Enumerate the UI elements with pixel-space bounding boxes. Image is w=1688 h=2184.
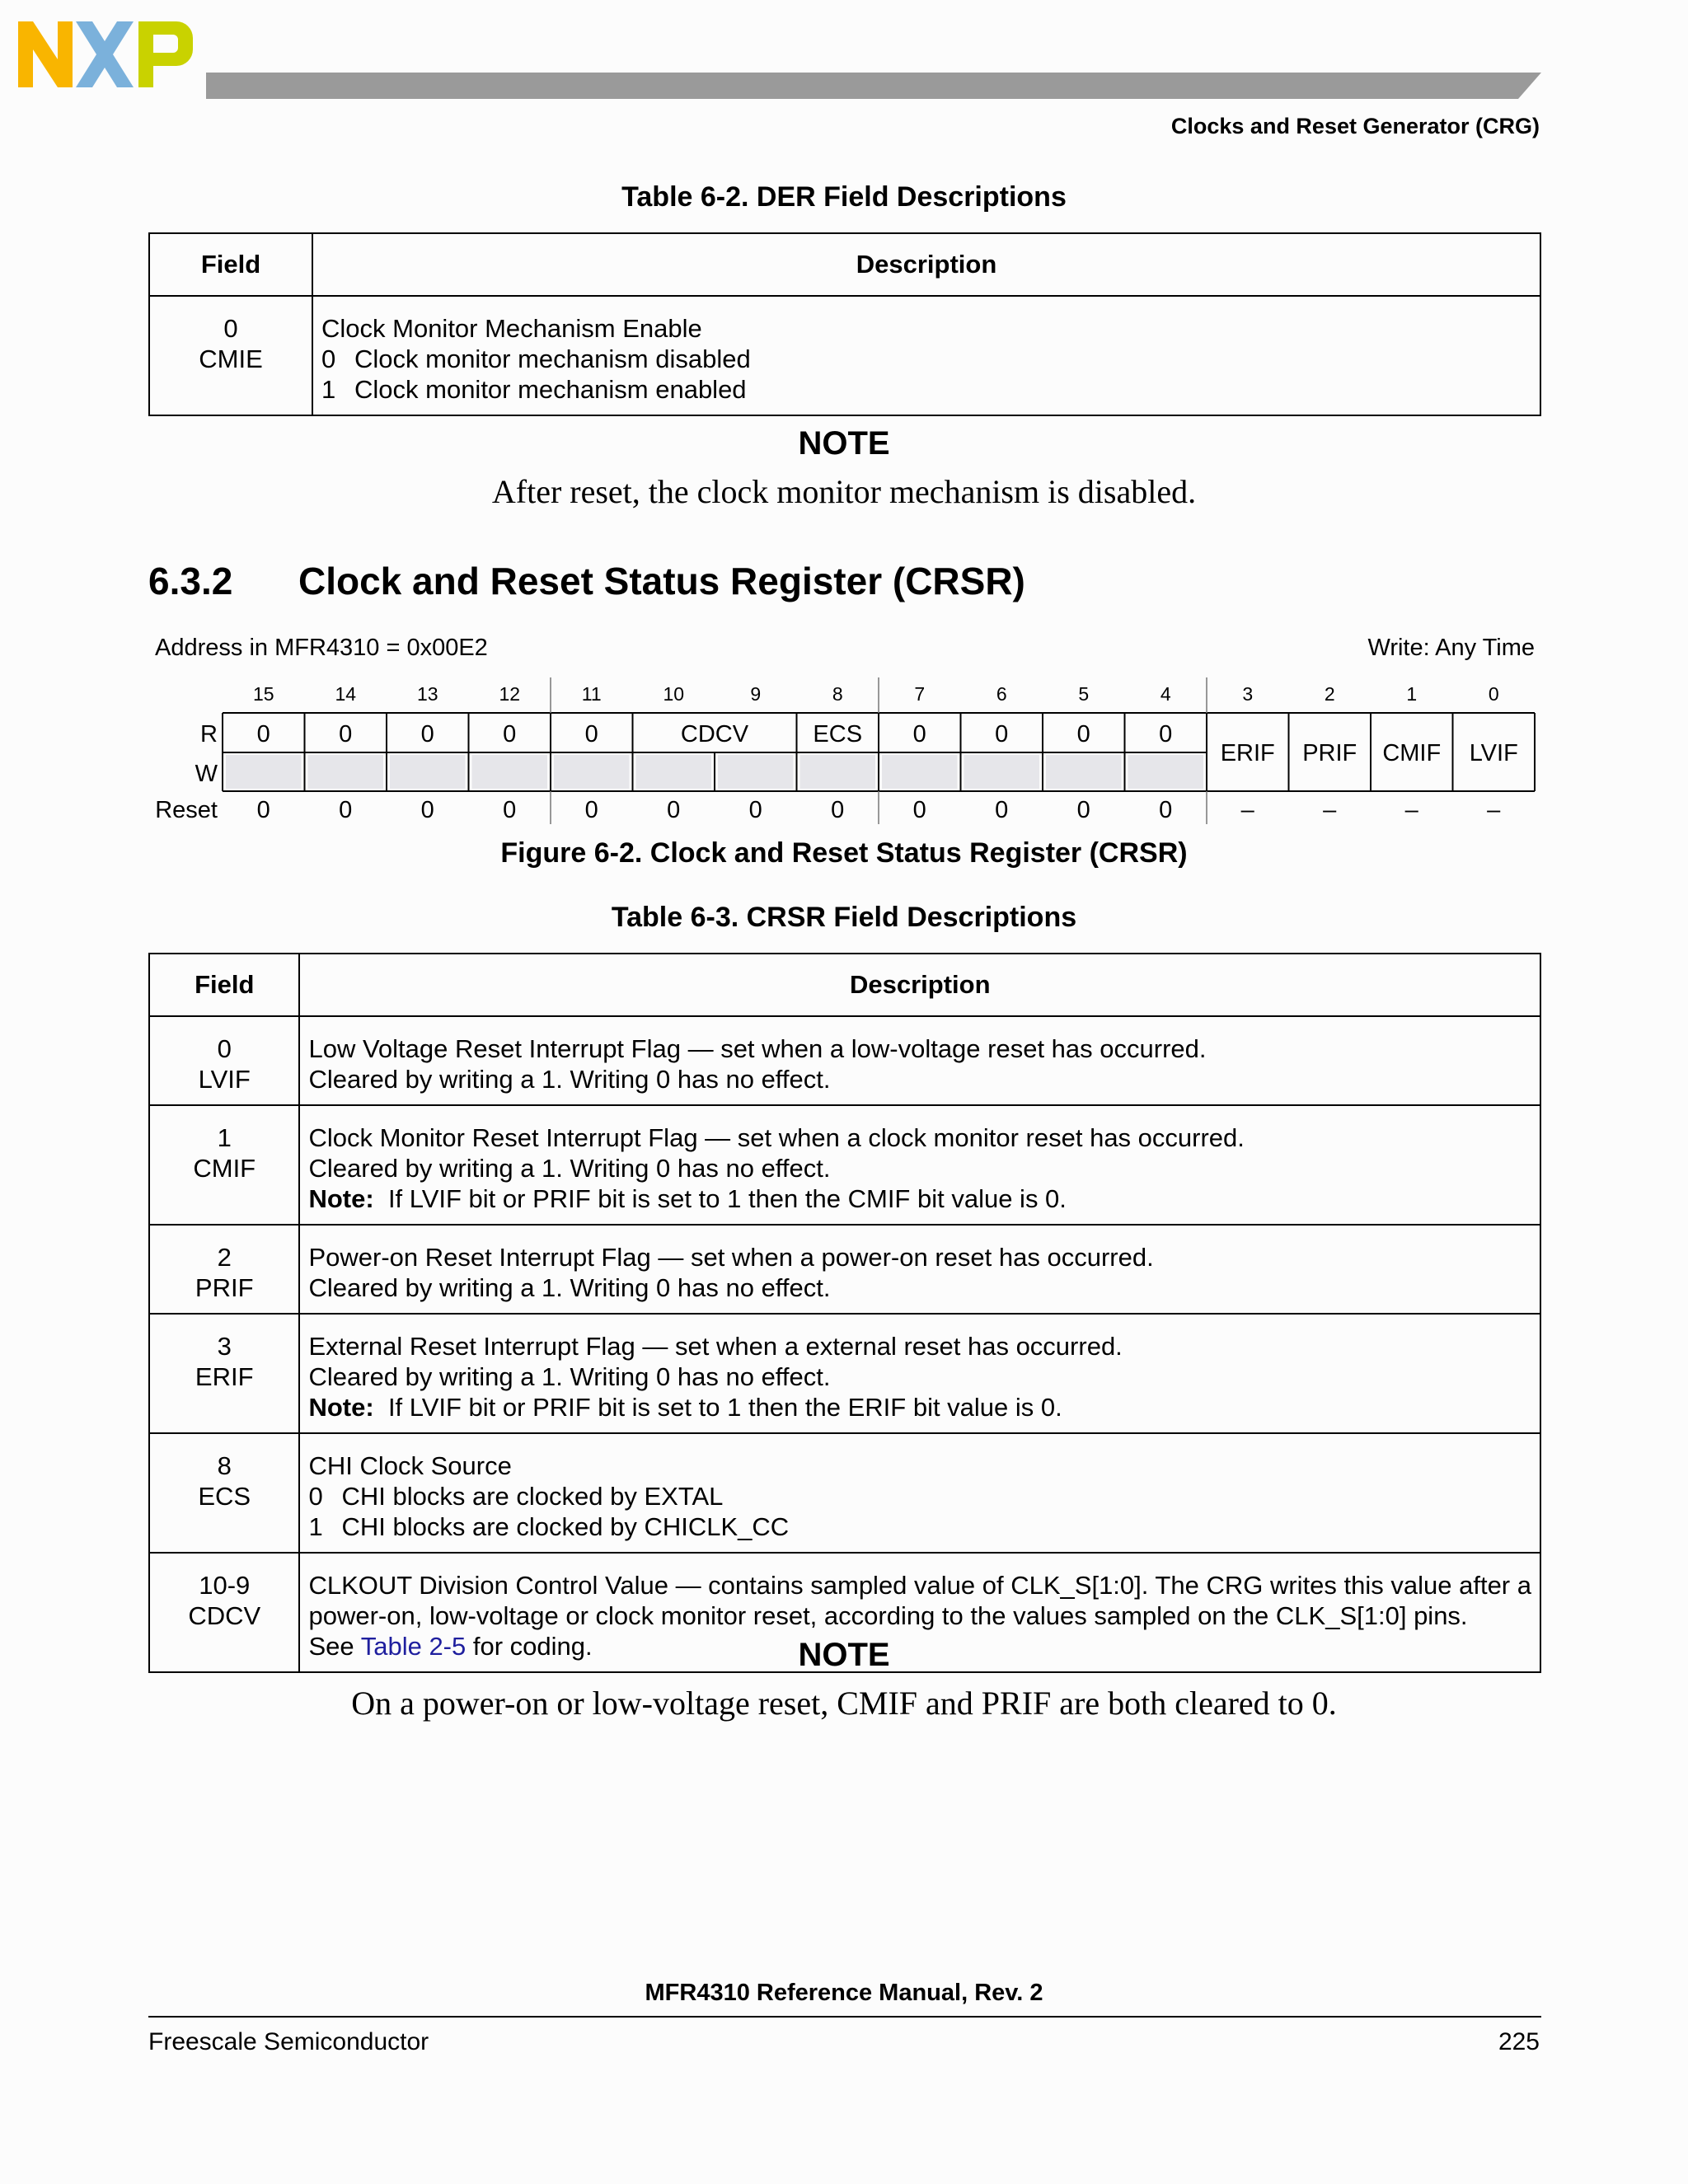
description-text: Cleared by writing a 1. Writing 0 has no effect. bbox=[308, 1065, 831, 1094]
field-name: CMIF bbox=[193, 1154, 256, 1183]
field-cell bbox=[149, 296, 312, 415]
write-cell bbox=[964, 755, 1040, 789]
table-6-2-caption: Table 6-2. DER Field Descriptions bbox=[621, 181, 1067, 213]
bit-number: 1 bbox=[1406, 683, 1418, 705]
reset-value: 0 bbox=[420, 797, 434, 823]
field-bit: 10-9 bbox=[199, 1571, 251, 1600]
description-cell bbox=[312, 296, 1540, 415]
note-title: NOTE bbox=[798, 425, 890, 462]
description-line bbox=[308, 1601, 1531, 1631]
reset-value: 0 bbox=[256, 797, 270, 823]
description-text: power-on, low-voltage or clock monitor reset, according to the values sampled on the CLK_S[1:0] pins. bbox=[308, 1601, 1468, 1630]
description-text: Cleared by writing a 1. Writing 0 has no effect. bbox=[308, 1154, 831, 1183]
description-text: Clock monitor mechanism enabled bbox=[354, 375, 747, 404]
table-row bbox=[149, 1105, 1540, 1225]
section-title: Clock and Reset Status Register (CRSR) bbox=[298, 560, 1025, 602]
option-value: 0 bbox=[308, 1482, 323, 1511]
write-cell bbox=[226, 755, 302, 789]
field-cell bbox=[149, 1225, 299, 1314]
field-bit: 2 bbox=[217, 1243, 232, 1272]
description-text: Clock monitor mechanism disabled bbox=[354, 344, 751, 373]
write-cell bbox=[636, 755, 712, 789]
description-text: CHI blocks are clocked by EXTAL bbox=[341, 1482, 724, 1511]
description-text: CHI Clock Source bbox=[308, 1451, 512, 1480]
description-text: Clock Monitor Reset Interrupt Flag — set when a clock monitor reset has occurred. bbox=[308, 1123, 1245, 1152]
read-field-label: ECS bbox=[813, 721, 863, 748]
description-text: for coding. bbox=[472, 1632, 593, 1661]
bit-number: 6 bbox=[996, 683, 1007, 705]
description-column-header: Description bbox=[312, 233, 1540, 296]
description-cell bbox=[299, 1105, 1540, 1225]
read-row-label: R bbox=[200, 721, 218, 748]
read-field-label: 0 bbox=[1076, 721, 1090, 748]
write-cell bbox=[308, 755, 384, 789]
table-row bbox=[149, 1314, 1540, 1433]
reset-value: 0 bbox=[1159, 797, 1173, 823]
field-bit: 3 bbox=[217, 1332, 232, 1361]
field-cell bbox=[149, 1105, 299, 1225]
field-cell bbox=[149, 1314, 299, 1433]
bit-number: 10 bbox=[663, 683, 685, 705]
description-text: Cleared by writing a 1. Writing 0 has no effect. bbox=[308, 1362, 831, 1391]
description-line bbox=[308, 1183, 1531, 1214]
description-cell bbox=[299, 1314, 1540, 1433]
reset-value: 0 bbox=[748, 797, 762, 823]
field-bit: 8 bbox=[217, 1451, 232, 1480]
register-write-access: Write: Any Time bbox=[1367, 635, 1535, 661]
read-field-label: 0 bbox=[420, 721, 434, 748]
bit-number: 14 bbox=[335, 683, 357, 705]
bit-number: 15 bbox=[252, 683, 274, 705]
description-line bbox=[308, 1570, 1531, 1601]
read-field-label: 0 bbox=[503, 721, 517, 748]
description-line bbox=[308, 1033, 1531, 1064]
description-text: CHI blocks are clocked by CHICLK_CC bbox=[341, 1512, 790, 1541]
description-cell bbox=[299, 1433, 1540, 1553]
description-text: See bbox=[308, 1632, 354, 1661]
field-name: PRIF bbox=[195, 1273, 254, 1302]
write-cell bbox=[472, 755, 548, 789]
field-bit: 1 bbox=[217, 1123, 232, 1152]
description-cell bbox=[299, 1225, 1540, 1314]
reset-value: 0 bbox=[1076, 797, 1090, 823]
description-line bbox=[308, 1272, 1531, 1303]
bit-number: 11 bbox=[581, 683, 602, 705]
bit-number: 3 bbox=[1242, 683, 1254, 705]
bit-number: 9 bbox=[750, 683, 762, 705]
description-line bbox=[308, 1331, 1531, 1361]
field-name: ERIF bbox=[195, 1362, 254, 1391]
reset-value: – bbox=[1323, 797, 1337, 823]
bit-number: 4 bbox=[1160, 683, 1171, 705]
write-cell bbox=[1128, 755, 1204, 789]
page-number: 225 bbox=[1498, 2028, 1540, 2055]
write-cell bbox=[390, 755, 466, 789]
option-value: 1 bbox=[308, 1512, 323, 1541]
figure-6-2-caption: Figure 6-2. Clock and Reset Status Register (CRSR) bbox=[500, 837, 1188, 869]
running-title: Clocks and Reset Generator (CRG) bbox=[1170, 114, 1540, 138]
bit-number: 8 bbox=[832, 683, 843, 705]
reset-value: 0 bbox=[831, 797, 845, 823]
description-text: Cleared by writing a 1. Writing 0 has no effect. bbox=[308, 1273, 831, 1302]
description-line bbox=[308, 1392, 1531, 1422]
bit-number: 0 bbox=[1488, 683, 1499, 705]
table-row bbox=[149, 1225, 1540, 1314]
option-value: 1 bbox=[321, 375, 336, 404]
description-column-header: Description bbox=[299, 954, 1540, 1016]
read-field-label: 0 bbox=[256, 721, 270, 748]
description-line bbox=[321, 313, 1531, 344]
note-text: After reset, the clock monitor mechanism is disabled. bbox=[491, 473, 1197, 510]
description-text: CLKOUT Division Control Value — contains sampled value of CLK_S[1:0]. The CRG writes this value after a bbox=[308, 1571, 1531, 1600]
description-line bbox=[308, 1481, 1531, 1511]
table-6-3 bbox=[148, 953, 1541, 1673]
table-2-5-link[interactable]: Table 2-5 bbox=[360, 1632, 467, 1661]
reset-value: 0 bbox=[912, 797, 926, 823]
bit-number: 7 bbox=[914, 683, 926, 705]
bit-number: 2 bbox=[1324, 683, 1335, 705]
reset-value: 0 bbox=[339, 797, 353, 823]
table-6-2 bbox=[148, 232, 1541, 416]
reset-value: 0 bbox=[503, 797, 517, 823]
nxp-logo bbox=[18, 21, 193, 87]
bit-number: 12 bbox=[499, 683, 521, 705]
read-field-label: ERIF bbox=[1220, 740, 1275, 766]
description-text: Clock Monitor Mechanism Enable bbox=[321, 314, 702, 343]
register-diagram bbox=[148, 626, 1541, 824]
description-text: Low Voltage Reset Interrupt Flag — set when a low-voltage reset has occurred. bbox=[308, 1034, 1207, 1063]
bit-number: 5 bbox=[1078, 683, 1090, 705]
register-address: Address in MFR4310 = 0x00E2 bbox=[155, 635, 488, 661]
description-line bbox=[308, 1451, 1531, 1481]
description-line bbox=[321, 374, 1531, 405]
field-column-header: Field bbox=[149, 233, 312, 296]
reset-value: – bbox=[1240, 797, 1254, 823]
write-cell bbox=[554, 755, 630, 789]
read-field-label: 0 bbox=[995, 721, 1009, 748]
field-cell bbox=[149, 1433, 299, 1553]
reset-value: 0 bbox=[995, 797, 1009, 823]
reset-value: – bbox=[1487, 797, 1501, 823]
note-label: Note: bbox=[308, 1184, 374, 1213]
write-row-label: W bbox=[195, 761, 218, 787]
read-field-label: 0 bbox=[584, 721, 598, 748]
section-number: 6.3.2 bbox=[148, 560, 233, 602]
description-line bbox=[308, 1511, 1531, 1542]
footer-title: MFR4310 Reference Manual, Rev. 2 bbox=[645, 1980, 1043, 2006]
read-field-label: 0 bbox=[912, 721, 926, 748]
read-field-label: 0 bbox=[1159, 721, 1173, 748]
reset-value: – bbox=[1404, 797, 1418, 823]
write-cell bbox=[800, 755, 876, 789]
table-6-3-caption: Table 6-3. CRSR Field Descriptions bbox=[611, 902, 1077, 933]
read-field-label: CDCV bbox=[680, 721, 749, 748]
description-line bbox=[308, 1064, 1531, 1094]
description-line bbox=[308, 1153, 1531, 1183]
description-line bbox=[308, 1242, 1531, 1272]
read-field-label: 0 bbox=[339, 721, 353, 748]
field-cell bbox=[149, 1016, 299, 1105]
note-label: Note: bbox=[308, 1393, 374, 1422]
description-cell bbox=[299, 1016, 1540, 1105]
field-bit: 0 bbox=[223, 314, 238, 343]
write-cell bbox=[718, 755, 794, 789]
description-line bbox=[321, 344, 1531, 374]
note-title-2: NOTE bbox=[798, 1637, 890, 1673]
table-header-row bbox=[149, 954, 1540, 1016]
option-value: 0 bbox=[321, 344, 336, 373]
footer-rule bbox=[148, 2016, 1541, 2018]
write-cell bbox=[1046, 755, 1122, 789]
description-text: If LVIF bit or PRIF bit is set to 1 then the ERIF bit value is 0. bbox=[387, 1393, 1062, 1422]
description-text: External Reset Interrupt Flag — set when a external reset has occurred. bbox=[308, 1332, 1123, 1361]
description-text: If LVIF bit or PRIF bit is set to 1 then the CMIF bit value is 0. bbox=[387, 1184, 1067, 1213]
register-map bbox=[148, 626, 1541, 824]
description-text: Power-on Reset Interrupt Flag — set when a power-on reset has occurred. bbox=[308, 1243, 1154, 1272]
table-row bbox=[149, 1016, 1540, 1105]
footer-company: Freescale Semiconductor bbox=[148, 2028, 429, 2055]
note-text-2: On a power-on or low-voltage reset, CMIF and PRIF are both cleared to 0. bbox=[351, 1685, 1337, 1722]
read-field-label: CMIF bbox=[1382, 740, 1442, 766]
table-row bbox=[149, 1433, 1540, 1553]
reset-value: 0 bbox=[667, 797, 681, 823]
header-bar bbox=[206, 73, 1541, 99]
field-name: ECS bbox=[198, 1482, 251, 1511]
field-name: LVIF bbox=[198, 1065, 251, 1094]
reset-row-label: Reset bbox=[155, 797, 218, 823]
field-name: CMIE bbox=[199, 344, 263, 373]
read-field-label: LVIF bbox=[1469, 740, 1518, 766]
description-line bbox=[308, 1122, 1531, 1153]
bit-number: 13 bbox=[416, 683, 438, 705]
reset-value: 0 bbox=[584, 797, 598, 823]
field-column-header: Field bbox=[149, 954, 299, 1016]
field-bit: 0 bbox=[217, 1034, 232, 1063]
table-row bbox=[149, 296, 1540, 415]
table-header-row bbox=[149, 233, 1540, 296]
read-field-label: PRIF bbox=[1302, 740, 1357, 766]
write-cell bbox=[882, 755, 958, 789]
description-line bbox=[308, 1361, 1531, 1392]
field-name: CDCV bbox=[188, 1601, 261, 1630]
